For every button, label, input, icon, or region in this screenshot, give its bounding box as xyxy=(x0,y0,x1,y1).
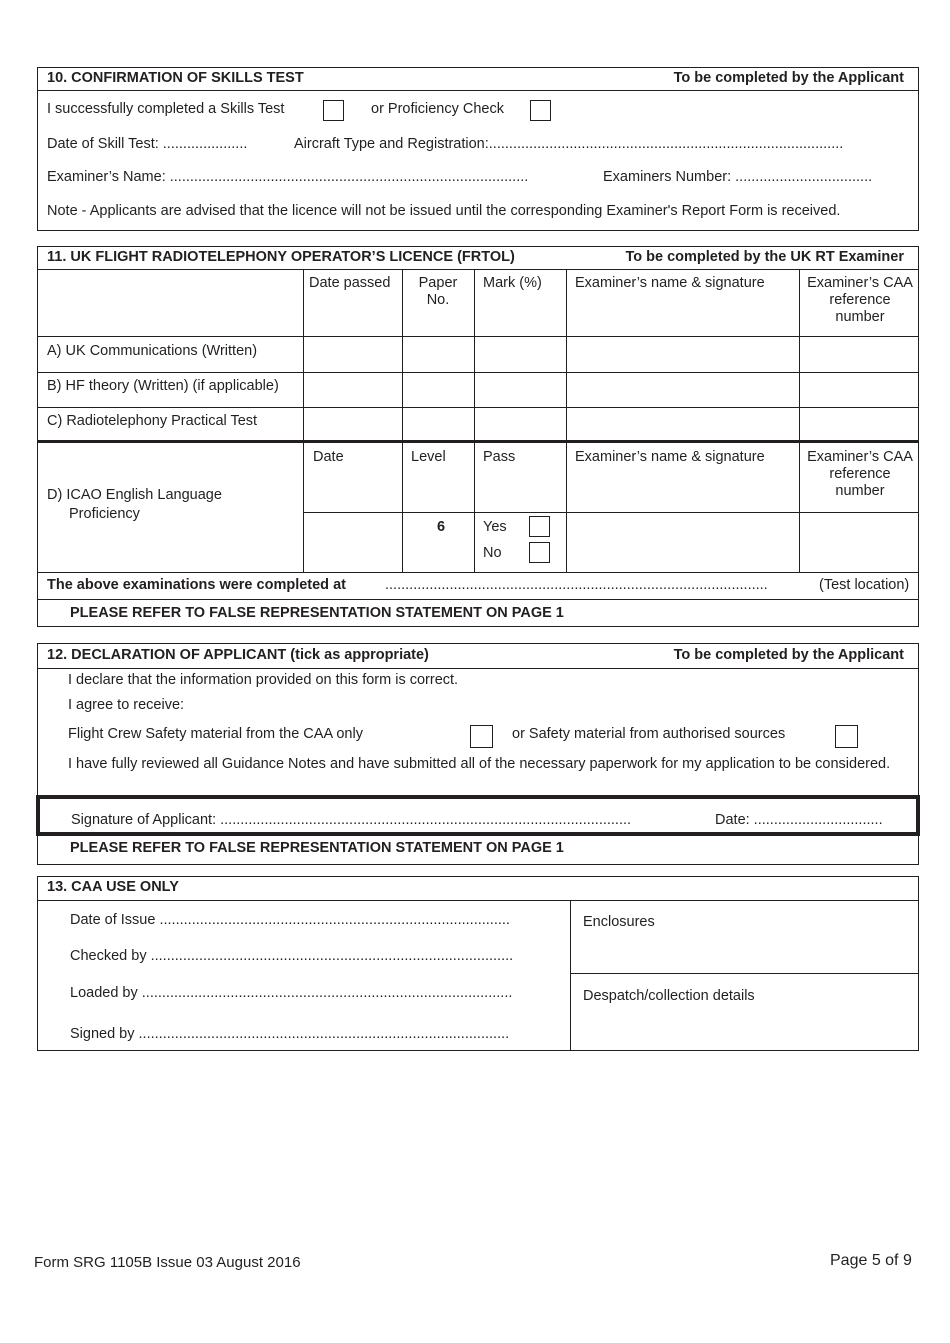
section-10-completer: To be completed by the Applicant xyxy=(673,70,904,86)
section-10-title: 10. CONFIRMATION OF SKILLS TEST xyxy=(47,70,304,86)
test-location-field[interactable]: ............................................................................................... xyxy=(385,577,768,593)
reviewed-text: I have fully reviewed all Guidance Notes and have submitted all of the necessary paperwork for my application to be considered. xyxy=(68,756,891,772)
flight-crew-option-label: Flight Crew Safety material from the CAA only xyxy=(68,726,363,742)
skills-test-checkbox[interactable] xyxy=(323,100,344,121)
test-location-label: (Test location) xyxy=(819,577,910,593)
row-icao-english: D) ICAO English Language xyxy=(47,487,222,503)
licence-note: Note - Applicants are advised that the licence will not be issued until the corresponding Examiner's Report Form is received. xyxy=(47,203,841,219)
false-representation-11: PLEASE REFER TO FALSE REPRESENTATION STATEMENT ON PAGE 1 xyxy=(70,605,564,621)
section-11-header xyxy=(38,247,918,270)
col-paper-no: Paper No. xyxy=(418,275,458,308)
completed-at-label: The above examinations were completed at xyxy=(47,577,346,593)
examiner-name-field[interactable]: Examiner’s Name: ......................................................................................... xyxy=(47,169,529,185)
despatch-label: Despatch/collection details xyxy=(583,988,755,1004)
section-11-title: 11. UK FLIGHT RADIOTELEPHONY OPERATOR’S LICENCE (FRTOL) xyxy=(47,249,515,265)
col-examiner-name-2: Examiner’s name & signature xyxy=(575,449,765,465)
pass-yes-checkbox[interactable] xyxy=(529,516,550,537)
proficiency-check-checkbox[interactable] xyxy=(530,100,551,121)
section-13-title: 13. CAA USE ONLY xyxy=(47,879,179,895)
examiner-number-field[interactable]: Examiners Number: .................................. xyxy=(603,169,873,185)
section-13 xyxy=(37,876,919,1051)
skill-test-date-field[interactable]: Date of Skill Test: ..................... xyxy=(47,136,248,152)
false-representation-12: PLEASE REFER TO FALSE REPRESENTATION STATEMENT ON PAGE 1 xyxy=(70,840,564,856)
proficiency-check-label: or Proficiency Check xyxy=(371,101,504,117)
section-11 xyxy=(37,246,919,627)
form-reference: Form SRG 1105B Issue 03 August 2016 xyxy=(34,1254,301,1271)
date-of-issue-field[interactable]: Date of Issue ....................................................................................... xyxy=(70,912,510,928)
pass-no-label: No xyxy=(483,545,502,561)
skills-test-label: I successfully completed a Skills Test xyxy=(47,101,285,117)
section-13-header xyxy=(38,877,918,901)
authorised-sources-option-label: or Safety material from authorised sources xyxy=(512,726,786,742)
row-icao-english-cont: Proficiency xyxy=(69,506,140,522)
row-rt-practical: C) Radiotelephony Practical Test xyxy=(47,413,258,429)
pass-yes-label: Yes xyxy=(483,519,507,535)
section-12-header xyxy=(38,644,918,669)
col-mark: Mark (%) xyxy=(483,275,542,291)
col-caa-reference: Examiner’s CAA reference number xyxy=(807,275,913,325)
agree-text: I agree to receive: xyxy=(68,697,185,713)
section-12 xyxy=(37,643,919,865)
authorised-sources-checkbox[interactable] xyxy=(835,725,858,748)
checked-by-field[interactable]: Checked by .......................................................................................... xyxy=(70,948,514,964)
enclosures-label: Enclosures xyxy=(583,914,655,930)
section-10-header xyxy=(38,68,918,91)
col-caa-reference-2: Examiner’s CAA reference number xyxy=(807,449,913,499)
declare-text: I declare that the information provided on this form is correct. xyxy=(68,672,459,688)
col-pass: Pass xyxy=(483,449,516,465)
row-hf-theory: B) HF theory (Written) (if applicable) xyxy=(47,378,279,394)
signed-by-field[interactable]: Signed by ............................................................................................ xyxy=(70,1026,510,1042)
row-uk-communications: A) UK Communications (Written) xyxy=(47,343,258,359)
level-value: 6 xyxy=(437,519,446,535)
aircraft-type-registration-field[interactable]: Aircraft Type and Registration:........................................................................................ xyxy=(294,136,844,152)
col-date: Date xyxy=(313,449,344,465)
pass-no-checkbox[interactable] xyxy=(529,542,550,563)
page-number: Page 5 of 9 xyxy=(830,1252,912,1269)
loaded-by-field[interactable]: Loaded by ............................................................................................ xyxy=(70,985,513,1001)
section-12-completer: To be completed by the Applicant xyxy=(673,647,904,663)
signature-field[interactable]: Signature of Applicant: ...................................................................................................... xyxy=(71,812,632,828)
col-level: Level xyxy=(411,449,446,465)
col-date-passed: Date passed xyxy=(309,275,391,291)
section-12-title: 12. DECLARATION OF APPLICANT (tick as appropriate) xyxy=(47,647,429,663)
section-10 xyxy=(37,67,919,231)
section-11-completer: To be completed by the UK RT Examiner xyxy=(625,249,904,265)
flight-crew-checkbox[interactable] xyxy=(470,725,493,748)
col-examiner-name: Examiner’s name & signature xyxy=(575,275,765,291)
signature-date-field[interactable]: Date: ................................ xyxy=(715,812,883,828)
